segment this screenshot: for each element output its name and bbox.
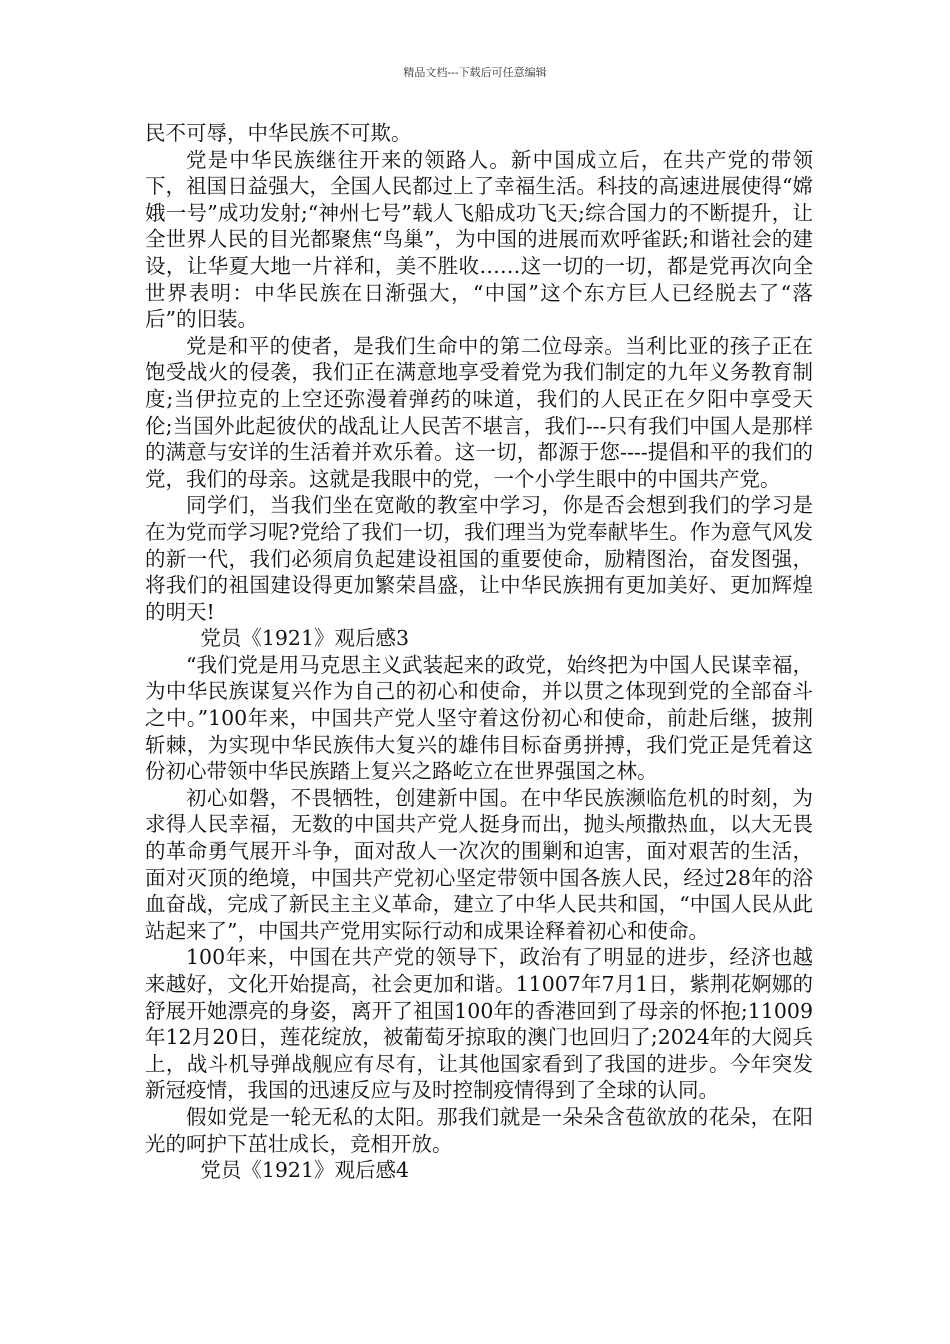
paragraph-classmates: 同学们，当我们坐在宽敞的教室中学习，你是否会想到我们的学习是在为党而学习呢?党给了我们一切，我们理当为党奉献毕生。作为意气风发的新一代，我们必须肩负起建设祖国的重要使命，励精图治，奋发图强，将我们的祖国建设得更加繁荣昌盛，让中华民族拥有更加美好、更加辉煌的明天! (145, 493, 813, 624)
paragraph-new-china: 初心如磐，不畏牺牲，创建新中国。在中华民族濒临危机的时刻，为求得人民幸福，无数的中国共产党人挺身而出，抛头颅撒热血，以大无畏的革命勇气展开斗争，面对敌人一次次的围剿和迫害，面对艰苦的生活，面对灭顶的绝境，中国共产党初心坚定带领中国各族人民，经过28年的浴血奋战，完成了新民主主义革命，建立了中华人民共和国，“中国人民从此站起来了”，中国共产党用实际行动和成果诠释着初心和使命。 (145, 785, 813, 943)
page-header: 精品文档---下载后可任意编辑 (403, 66, 547, 79)
paragraph-quote-mission: “我们党是用马克思主义武装起来的政党，始终把为中国人民谋幸福，为中华民族谋复兴作为自己的初心和使命，并以贯之体现到党的全部奋斗之中。”100年来，中国共产党人坚守着这份初心和使命，前赴后继，披荆斩棘，为实现中华民族伟大复兴的雄伟目标奋勇拼搏，我们党正是凭着这份初心带领中华民族踏上复兴之路屹立在世界强国之林。 (145, 652, 813, 784)
paragraph-sun: 假如党是一轮无私的太阳。那我们就是一朵朵含苞欲放的花朵，在阳光的呵护下茁壮成长，竞相开放。 (145, 1104, 813, 1156)
section-heading-4: 党员《1921》观后感4 (200, 1158, 410, 1183)
document-body (145, 120, 813, 1184)
paragraph-100-years: 100年来，中国在共产党的领导下，政治有了明显的进步，经济也越来越好，文化开始提高，社会更加和谐。11007年7月1日，紫荆花婀娜的舒展开她漂亮的身姿，离开了祖国100年的香港回到了母亲的怀抱;11009年12月20日，莲花绽放，被葡萄牙掠取的澳门也回归了;2024年的大阅兵上，战斗机导弹战舰应有尽有，让其他国家看到了我国的进步。今年突发新冠疫情，我国的迅速反应与及时控制疫情得到了全球的认同。 (145, 945, 813, 1103)
paragraph-continuation: 民不可辱，中华民族不可欺。 (145, 121, 412, 145)
paragraph-party-peace: 党是和平的使者，是我们生命中的第二位母亲。当利比亚的孩子正在饱受战火的侵袭，我们正在满意地享受着党为我们制定的九年义务教育制度;当伊拉克的上空还弥漫着弹药的味道，我们的人民正在夕阳中享受天伦;当国外此起彼伏的战乱让人民苦不堪言，我们---只有我们中国人是那样的满意与安详的生活着并欢乐着。这一切，都源于您----提倡和平的我们的党，我们的母亲。这就是我眼中的党，一个小学生眼中的中国共产党。 (145, 333, 813, 491)
section-heading-3: 党员《1921》观后感3 (200, 626, 410, 651)
paragraph-party-leader: 党是中华民族继往开来的领路人。新中国成立后，在共产党的带领下，祖国日益强大，全国人民都过上了幸福生活。科技的高速进展使得“嫦娥一号”成功发射;“神州七号”载人飞船成功飞天;综合国力的不断提升，让全世界人民的目光都聚焦“鸟巢”，为中国的进展而欢呼雀跃;和谐社会的建设，让华夏大地一片祥和，美不胜收……这一切的一切，都是党再次向全世界表明：中华民族在日渐强大，“中国”这个东方巨人已经脱去了“落后”的旧装。 (145, 147, 813, 332)
